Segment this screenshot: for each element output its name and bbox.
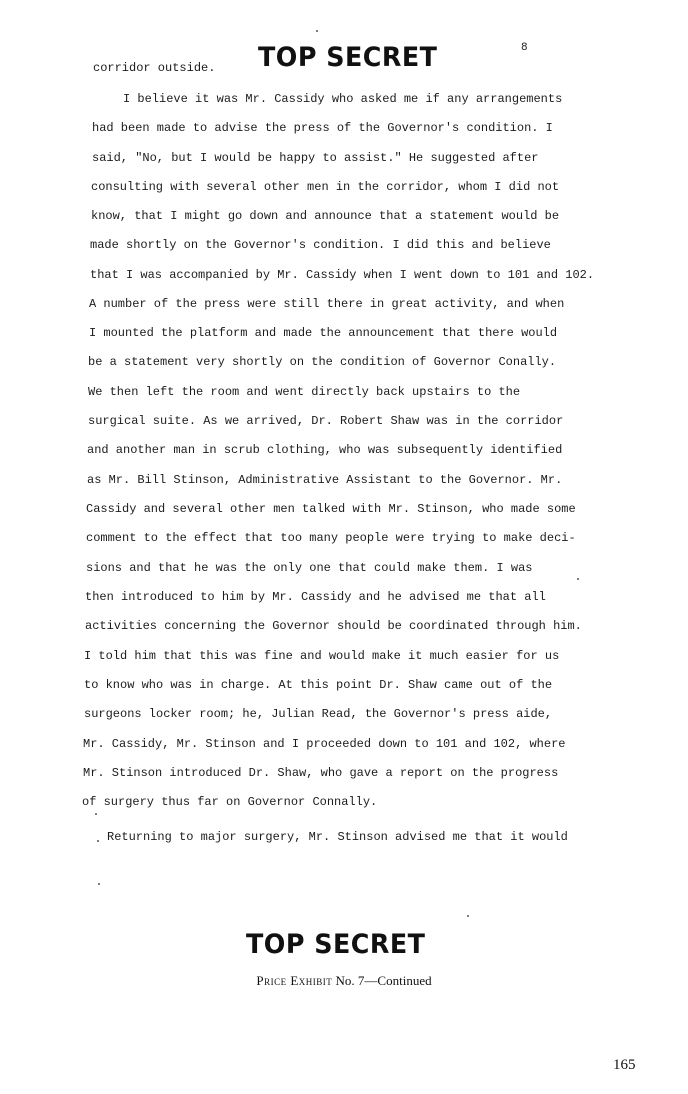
text-line: that I was accompanied by Mr. Cassidy when I went down to 101 and 102. bbox=[90, 268, 595, 282]
text-line: comment to the effect that too many people were trying to make deci- bbox=[86, 531, 576, 545]
text-line: A number of the press were still there in great activity, and when bbox=[89, 297, 565, 311]
text-line: corridor outside. bbox=[93, 61, 216, 75]
text-line: Cassidy and several other men talked with Mr. Stinson, who made some bbox=[86, 502, 576, 516]
text-line: said, "No, but I would be happy to assist." He suggested after bbox=[92, 151, 539, 165]
text-line: Mr. Cassidy, Mr. Stinson and I proceeded down to 101 and 102, where bbox=[83, 737, 566, 751]
top-secret-stamp-footer: TOP SECRET bbox=[246, 929, 426, 960]
text-line: of surgery thus far on Governor Connally. bbox=[82, 795, 378, 809]
text-line: Mr. Stinson introduced Dr. Shaw, who gave a report on the progress bbox=[83, 766, 559, 780]
scan-speck bbox=[577, 578, 579, 580]
document-page-number: 8 bbox=[521, 42, 528, 54]
text-line: activities concerning the Governor should be coordinated through him. bbox=[85, 619, 582, 633]
text-line: I told him that this was fine and would make it much easier for us bbox=[84, 649, 560, 663]
scan-speck bbox=[98, 883, 100, 885]
text-line: and another man in scrub clothing, who was subsequently identified bbox=[87, 443, 563, 457]
text-line: consulting with several other men in the corridor, whom I did not bbox=[91, 180, 560, 194]
top-secret-stamp-header: TOP SECRET bbox=[258, 42, 438, 73]
scan-speck bbox=[97, 840, 99, 842]
text-line: had been made to advise the press of the Governor's condition. I bbox=[92, 121, 553, 135]
scan-speck bbox=[467, 915, 469, 917]
text-line: made shortly on the Governor's condition. I did this and believe bbox=[90, 238, 551, 252]
scan-speck bbox=[95, 813, 97, 815]
text-line: as Mr. Bill Stinson, Administrative Assistant to the Governor. Mr. bbox=[87, 473, 563, 487]
text-line: be a statement very shortly on the condition of Governor Conally. bbox=[88, 355, 557, 369]
exhibit-caption-prefix: Price Exhibit bbox=[256, 973, 333, 988]
scan-speck bbox=[316, 30, 318, 32]
text-line: We then left the room and went directly back upstairs to the bbox=[88, 385, 521, 399]
text-line: Returning to major surgery, Mr. Stinson advised me that it would bbox=[107, 830, 568, 844]
text-line: sions and that he was the only one that could make them. I was bbox=[86, 561, 533, 575]
text-line: then introduced to him by Mr. Cassidy and he advised me that all bbox=[85, 590, 546, 604]
text-line: surgeons locker room; he, Julian Read, the Governor's press aide, bbox=[84, 707, 553, 721]
volume-page-number: 165 bbox=[613, 1057, 636, 1073]
text-line: I believe it was Mr. Cassidy who asked me if any arrangements bbox=[123, 92, 563, 106]
text-line: know, that I might go down and announce that a statement would be bbox=[91, 209, 560, 223]
text-line: surgical suite. As we arrived, Dr. Robert Shaw was in the corridor bbox=[88, 414, 564, 428]
text-line: to know who was in charge. At this point Dr. Shaw came out of the bbox=[84, 678, 553, 692]
exhibit-caption-suffix: No. 7—Continued bbox=[335, 973, 432, 988]
exhibit-caption bbox=[0, 973, 688, 989]
text-line: I mounted the platform and made the announcement that there would bbox=[89, 326, 558, 340]
